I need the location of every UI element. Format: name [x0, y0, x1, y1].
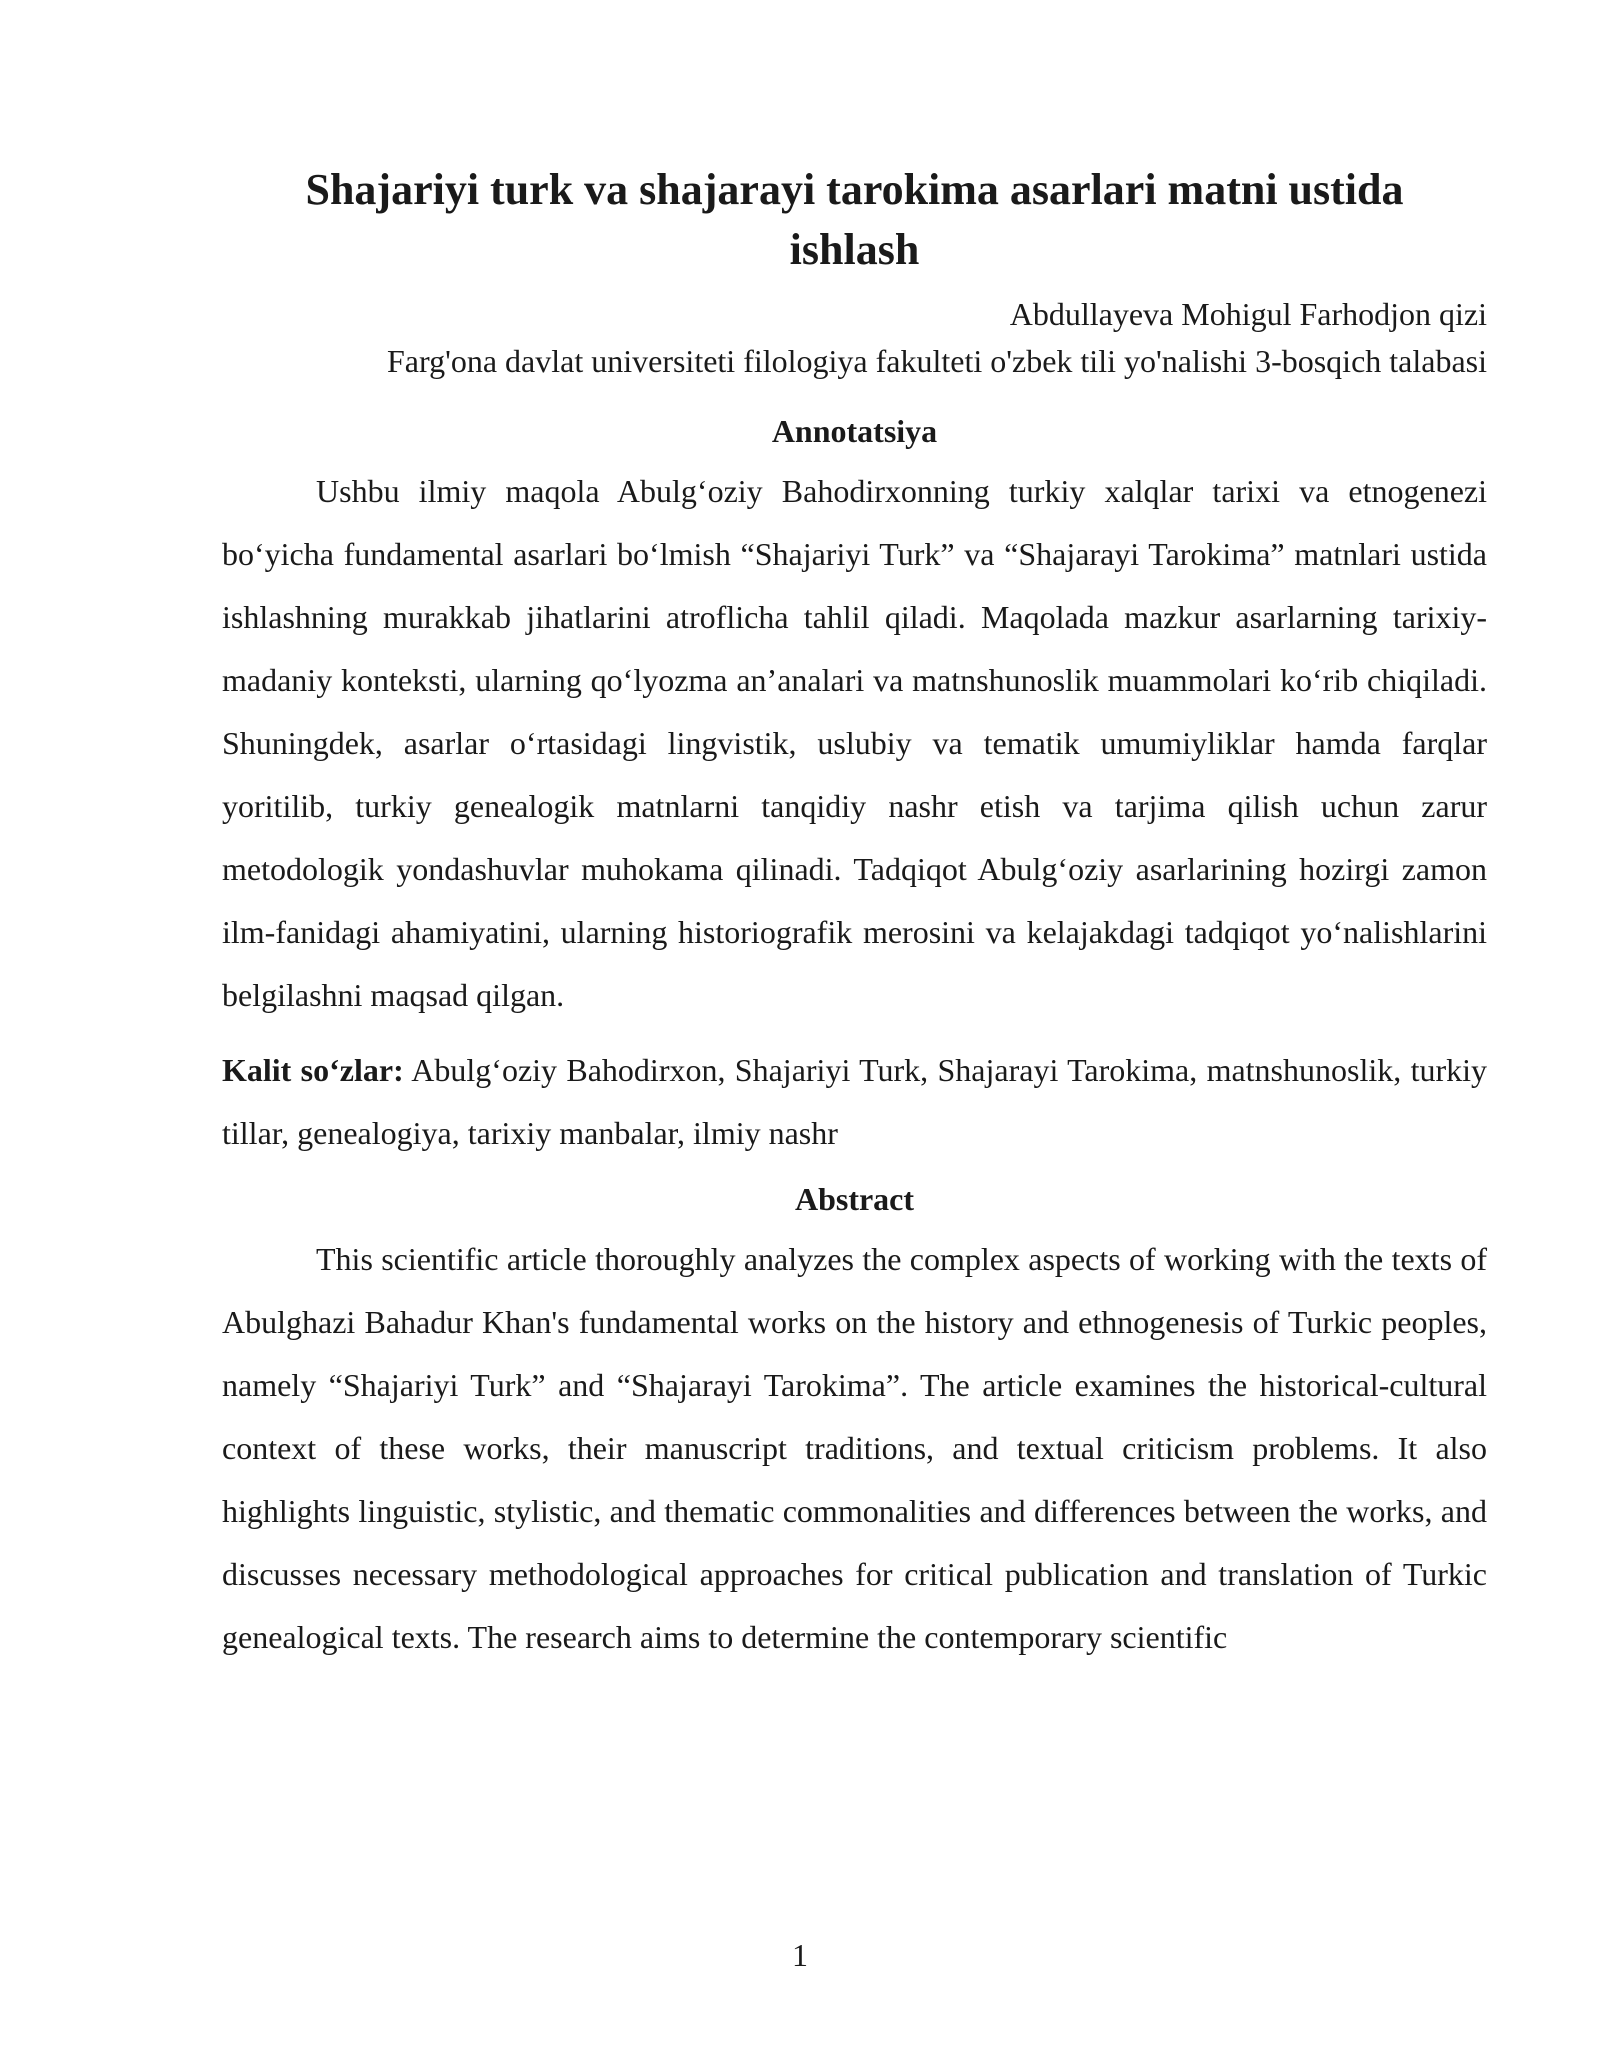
keywords-text: Abulg‘oziy Bahodirxon, Shajariyi Turk, Shajarayi Tarokima, matnshunoslik, turkiy tillar, genealogiya, tarixiy manbalar, ilmiy nashr [222, 1052, 1488, 1151]
keywords [222, 1039, 1487, 1165]
author-affiliation: Farg'ona davlat universiteti filologiya fakulteti o'zbek tili yo'nalishi 3-bosqich talabasi [386, 343, 1487, 379]
keywords-label: Kalit so‘zlar: [222, 1052, 404, 1088]
annotation-text: Ushbu ilmiy maqola Abulg‘oziy Bahodirxonning turkiy xalqlar tarixi va etnogenezi bo‘yicha fundamental asarlari bo‘lmish “Shajariyi Turk” va “Shajarayi Tarokima” matnlari ustida ishlashning murakkab jihatlarini atroflicha tahlil qiladi. Maqolada mazkur asarlarning tarixiy-madaniy konteksti, ularning qo‘lyozma an’analari va matnshunoslik muammolari ko‘rib chiqiladi. Shuningdek, asarlar o‘rtasidagi lingvistik, uslubiy va tematik umumiyliklar hamda farqlar yoritilib, turkiy genealogik matnlarni tanqidiy nashr etish va tarjima qilish uchun zarur metodologik yondashuvlar muhokama qilinadi. Tadqiqot Abulg‘oziy asarlarining hozirgi zamon ilm-fanidagi ahamiyatini, ularning historiografik merosini va kelajakdagi tadqiqot yo‘nalishlarini belgilashni maqsad qilgan. [222, 473, 1487, 1013]
abstract-heading: Abstract [794, 1181, 915, 1217]
annotation-heading: Annotatsiya [771, 413, 938, 449]
abstract-text: This scientific article thoroughly analyzes the complex aspects of working with the texts of Abulghazi Bahadur Khan's fundamental works on the history and ethnogenesis of Turkic peoples, namely “Shajariyi Turk” and “Shajarayi Tarokima”. The article examines the historical-cultural context of these works, their manuscript traditions, and textual criticism problems. It also highlights linguistic, stylistic, and thematic commonalities and differences between the works, and discusses necessary methodological approaches for critical publication and translation of Turkic genealogical texts. The research aims to determine the contemporary scientific [222, 1241, 1487, 1655]
author-name: Abdullayeva Mohigul Farhodjon qizi [1009, 296, 1487, 332]
paper-page [222, 160, 1487, 1669]
paper-title: Shajariyi turk va shajarayi tarokima asarlari matni ustida ishlash [305, 165, 1404, 274]
page-number: 1 [792, 1937, 808, 1973]
